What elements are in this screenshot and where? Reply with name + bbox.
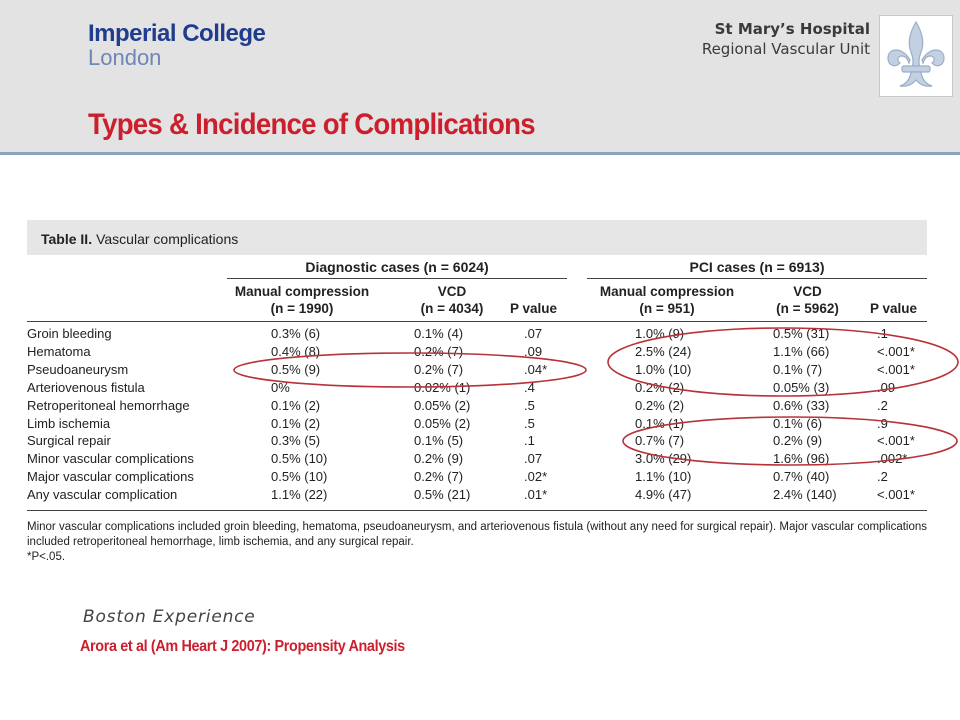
cell-diag-manual: 1.1% (22) bbox=[271, 487, 328, 503]
cell-diag-manual: 0.4% (8) bbox=[271, 343, 321, 359]
cell-complication: Groin bleeding bbox=[27, 326, 112, 341]
cell-diag-p: .07 bbox=[524, 451, 543, 467]
table-caption-text: Vascular complications bbox=[96, 231, 239, 247]
group-header-pci: PCI cases (n = 6913) bbox=[689, 259, 825, 275]
cell-diag-vcd: 0.2% (7) bbox=[414, 361, 464, 377]
citation: Arora et al (Am Heart J 2007): Propensity Analysis bbox=[80, 638, 405, 655]
cell-diag-p: .5 bbox=[524, 415, 535, 431]
cell-pci-vcd: 0.7% (40) bbox=[773, 469, 830, 485]
cell-diag-manual: 0.1% (2) bbox=[271, 397, 321, 413]
cell-diag-p: .07 bbox=[524, 326, 543, 341]
col-header-pci-vcd bbox=[755, 283, 860, 317]
col-header-diag-manual bbox=[222, 283, 382, 317]
cell-diag-p: .4 bbox=[524, 379, 535, 395]
table-row bbox=[27, 380, 927, 398]
hospital-name: St Mary’s Hospital bbox=[714, 20, 870, 38]
cell-pci-manual: 4.9% (47) bbox=[635, 487, 692, 503]
cell-diag-p: .1 bbox=[524, 433, 535, 449]
complications-table bbox=[27, 220, 927, 575]
cell-pci-manual: 3.0% (29) bbox=[635, 451, 692, 467]
col-header-pci-vcd-line1: VCD bbox=[793, 284, 822, 299]
cell-complication: Major vascular complications bbox=[27, 469, 194, 485]
cell-pci-manual: 0.1% (1) bbox=[635, 415, 685, 431]
group-header-diagnostic: Diagnostic cases (n = 6024) bbox=[305, 259, 489, 275]
table-row bbox=[27, 344, 927, 362]
cell-pci-p: .1 bbox=[877, 326, 888, 341]
cell-complication: Surgical repair bbox=[27, 433, 111, 449]
cell-pci-vcd: 2.4% (140) bbox=[773, 487, 837, 503]
cell-diag-manual: 0% bbox=[271, 379, 290, 395]
cell-diag-p: .02* bbox=[524, 469, 548, 485]
slide-title: Types & Incidence of Complications bbox=[88, 108, 535, 141]
table-row bbox=[27, 487, 927, 505]
logo-line-2: London bbox=[88, 45, 162, 70]
cell-pci-vcd: 1.6% (96) bbox=[773, 451, 830, 467]
table-footnote bbox=[27, 520, 927, 565]
cell-pci-manual: 2.5% (24) bbox=[635, 343, 692, 359]
group-rule-diagnostic bbox=[227, 278, 567, 279]
cell-pci-vcd: 1.1% (66) bbox=[773, 343, 830, 359]
col-header-diag-vcd-line1: VCD bbox=[437, 284, 467, 299]
col-header-diag-p: P value bbox=[510, 301, 558, 316]
cell-pci-p: .002* bbox=[877, 451, 908, 467]
cell-pci-manual: 0.7% (7) bbox=[635, 433, 685, 449]
table-caption bbox=[41, 231, 238, 247]
cell-diag-vcd: 0.5% (21) bbox=[414, 487, 471, 503]
table-row bbox=[27, 451, 927, 469]
cell-diag-manual: 0.5% (10) bbox=[271, 451, 328, 467]
col-header-diag-vcd-line2: (n = 4034) bbox=[420, 301, 484, 316]
cell-pci-vcd: 0.6% (33) bbox=[773, 397, 830, 413]
col-header-pci-p: P value bbox=[870, 301, 918, 316]
subtitle: Boston Experience bbox=[83, 607, 256, 627]
table-row bbox=[27, 433, 927, 451]
table-row bbox=[27, 326, 927, 344]
cell-diag-vcd: 0.05% (2) bbox=[414, 415, 471, 431]
header-rule bbox=[27, 321, 927, 322]
cell-diag-manual: 0.5% (10) bbox=[271, 469, 328, 485]
col-header-pci-manual-line2: (n = 951) bbox=[639, 301, 695, 316]
cell-pci-p: .9 bbox=[877, 415, 888, 431]
cell-diag-vcd: 0.1% (4) bbox=[414, 326, 464, 341]
cell-complication: Arteriovenous fistula bbox=[27, 379, 145, 395]
col-header-diag-manual-line1: Manual compression bbox=[234, 284, 370, 299]
cell-diag-p: .09 bbox=[524, 343, 543, 359]
footnote-line-2: included retroperitoneal hemorrhage, limb ischemia, and any surgical repair. bbox=[27, 536, 414, 548]
col-header-pci-manual-line1: Manual compression bbox=[599, 284, 735, 299]
table-row bbox=[27, 469, 927, 487]
cell-diag-vcd: 0.2% (7) bbox=[414, 343, 464, 359]
cell-pci-vcd: 0.1% (6) bbox=[773, 415, 823, 431]
cell-complication: Minor vascular complications bbox=[27, 451, 194, 467]
cell-complication: Limb ischemia bbox=[27, 415, 111, 431]
col-header-diag-manual-line2: (n = 1990) bbox=[270, 301, 334, 316]
table-row bbox=[27, 362, 927, 380]
footnote-significance: *P<.05. bbox=[27, 551, 66, 563]
cell-pci-p: <.001* bbox=[877, 433, 915, 449]
cell-diag-vcd: 0.2% (9) bbox=[414, 451, 464, 467]
footnote-line-1: Minor vascular complications included groin bleeding, hematoma, pseudoaneurysm, and arteriovenous fistula (without any need for surgical repair). Major vascular complications bbox=[27, 521, 928, 533]
cell-diag-manual: 0.3% (5) bbox=[271, 433, 321, 449]
hospital-label bbox=[702, 20, 870, 58]
cell-pci-manual: 1.0% (10) bbox=[635, 361, 692, 377]
cell-pci-p: <.001* bbox=[877, 343, 915, 359]
cell-complication: Any vascular complication bbox=[27, 487, 178, 503]
slide-header bbox=[0, 0, 960, 155]
unit-name: Regional Vascular Unit bbox=[701, 40, 870, 58]
cell-pci-manual: 1.0% (9) bbox=[635, 326, 685, 341]
cell-diag-p: .5 bbox=[524, 397, 535, 413]
cell-complication: Hematoma bbox=[27, 343, 91, 359]
cell-diag-vcd: 0.05% (2) bbox=[414, 397, 471, 413]
logo-line-1: Imperial College bbox=[88, 20, 266, 47]
cell-pci-vcd: 0.05% (3) bbox=[773, 379, 830, 395]
cell-pci-p: .2 bbox=[877, 469, 888, 485]
group-rule-pci bbox=[587, 278, 927, 279]
cell-pci-manual: 1.1% (10) bbox=[635, 469, 692, 485]
cell-diag-vcd: 0.2% (7) bbox=[414, 469, 464, 485]
cell-pci-p: <.001* bbox=[877, 487, 915, 503]
cell-complication: Retroperitoneal hemorrhage bbox=[27, 397, 190, 413]
footer-rule bbox=[27, 510, 927, 511]
table-row bbox=[27, 416, 927, 434]
cell-diag-p: .01* bbox=[524, 487, 548, 503]
cell-pci-manual: 0.2% (2) bbox=[635, 397, 685, 413]
cell-complication: Pseudoaneurysm bbox=[27, 361, 129, 377]
cell-pci-p: .09 bbox=[877, 379, 896, 395]
table-row bbox=[27, 398, 927, 416]
cell-diag-vcd: 0.1% (5) bbox=[414, 433, 464, 449]
cell-pci-vcd: 0.2% (9) bbox=[773, 433, 823, 449]
col-header-pci-manual bbox=[587, 283, 747, 317]
cell-pci-p: .2 bbox=[877, 397, 888, 413]
cell-diag-manual: 0.5% (9) bbox=[271, 361, 321, 377]
col-header-diag-vcd bbox=[397, 283, 507, 317]
table-label: Table II. bbox=[41, 231, 93, 247]
cell-diag-vcd: 0.02% (1) bbox=[414, 379, 471, 395]
imperial-college-logo bbox=[88, 22, 265, 69]
cell-diag-manual: 0.3% (6) bbox=[271, 326, 321, 341]
cell-diag-manual: 0.1% (2) bbox=[271, 415, 321, 431]
cell-pci-manual: 0.2% (2) bbox=[635, 379, 685, 395]
cell-diag-p: .04* bbox=[524, 361, 548, 377]
cell-pci-vcd: 0.5% (31) bbox=[773, 326, 830, 341]
fleur-de-lis-icon bbox=[879, 15, 953, 97]
col-header-pci-vcd-line2: (n = 5962) bbox=[776, 301, 839, 316]
cell-pci-p: <.001* bbox=[877, 361, 915, 377]
cell-pci-vcd: 0.1% (7) bbox=[773, 361, 823, 377]
